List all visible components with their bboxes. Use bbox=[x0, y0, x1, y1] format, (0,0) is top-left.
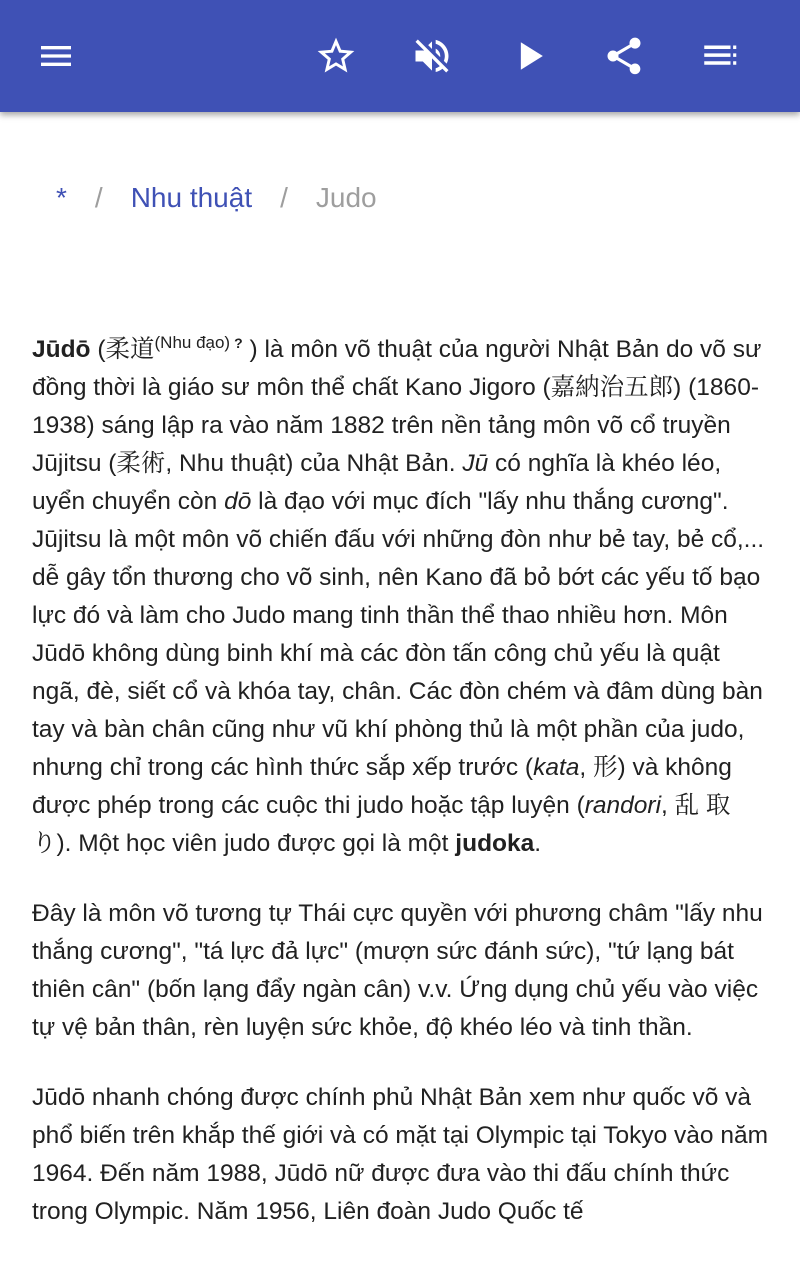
article-paragraph: Đây là môn võ tương tự Thái cực quyền với phương châm "lấy nhu thắng cương", "tá lực đả lực" (mượn sức đánh sức), "tứ lạng bát thiên cân" (bốn lạng đẩy ngàn cân) v.v. Ứng dụng chủ yếu vào việc tự vệ bản thân, rèn luyện sức khỏe, độ khéo léo và tinh thần. bbox=[32, 900, 763, 1042]
article-paragraph: Jūdō nhanh chóng được chính phủ Nhật Bản xem như quốc võ và phổ biến trên khắp thế giới và có mặt tại Olympic tại Tokyo vào năm 1964. Đến năm 1988, Jūdō nữ được đưa vào thi đấu chính thức trong Olympic. Năm 1956, Liên đoàn Judo Quốc tế bbox=[32, 1084, 769, 1226]
breadcrumb-current: Judo bbox=[315, 182, 377, 213]
volume-off-icon bbox=[410, 34, 454, 78]
kata-term: kata bbox=[533, 754, 580, 782]
share-button[interactable] bbox=[594, 26, 654, 86]
menu-icon bbox=[36, 36, 76, 76]
reading-note: (Nhu đạo) bbox=[154, 333, 231, 352]
app-bar bbox=[0, 0, 800, 112]
share-icon bbox=[602, 34, 646, 78]
mute-button[interactable] bbox=[402, 26, 462, 86]
breadcrumb-separator: / bbox=[94, 182, 103, 213]
breadcrumb-separator: / bbox=[280, 182, 288, 213]
play-icon bbox=[508, 34, 552, 78]
play-button[interactable] bbox=[500, 26, 560, 86]
breadcrumb-parent-link[interactable]: Nhu thuật bbox=[130, 182, 253, 213]
judoka-term: judoka bbox=[455, 830, 535, 858]
list-icon bbox=[699, 35, 741, 77]
do-term: dō bbox=[224, 488, 252, 516]
breadcrumb-root-link[interactable]: * bbox=[56, 182, 67, 213]
toc-button[interactable] bbox=[690, 26, 750, 86]
star-outline-icon bbox=[314, 34, 358, 78]
breadcrumb bbox=[56, 178, 377, 218]
randori-term: randori bbox=[584, 792, 662, 820]
pronunciation-help-link[interactable]: ? bbox=[234, 335, 243, 351]
article-paragraph: Jūdō (柔道$^{(Nhu đạo)}$ ? ) là môn võ thuật của người Nhật Bản do võ sư đồng thời là giáo sư môn thể chất Kano Jigoro (嘉納治五郎) (1860-1938) sáng lập ra vào năm 1882 trên nền tảng môn võ cổ truyền Jūjitsu (柔術, Nhu thuật) của Nhật Bản. Jū có nghĩa là khéo léo, uyển chuyển còn dō là đạo với mục đích "lấy nhu thắng cương". Jūjitsu là một môn võ chiến đấu với những đòn như bẻ tay, bẻ cổ,... dễ gây tổn thương cho võ sinh, nên Kano đã bỏ bớt các yếu tố bạo lực đó và làm cho Judo mang tinh thần thể thao nhiều hơn. Môn Jūdō không dùng binh khí mà các đòn tấn công chủ yếu là quật ngã, đè, siết cổ và khóa tay, chân. Các đòn chém và đâm dùng bàn tay và bàn chân cũng như vũ khí phòng thủ là một phần của judo, nhưng chỉ trong các hình thức sắp xếp trước (kata, 形) và không được phép trong các cuộc thi judo hoặc tập luyện (randori, 乱 取 り). Một học viên judo được gọi là một judoka. bbox=[32, 333, 765, 858]
favorite-button[interactable] bbox=[306, 26, 366, 86]
menu-button[interactable] bbox=[26, 26, 86, 86]
ju-term: Jū bbox=[462, 450, 489, 478]
article-term: Jūdō bbox=[32, 336, 91, 364]
article-body bbox=[32, 324, 772, 1263]
kanji-text: 柔道 bbox=[105, 336, 155, 364]
